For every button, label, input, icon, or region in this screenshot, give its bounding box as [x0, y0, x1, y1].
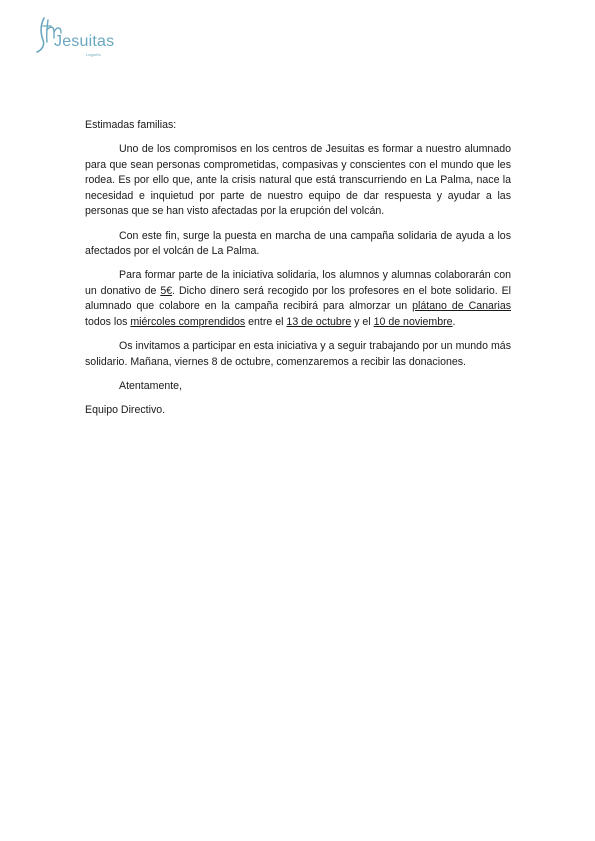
logo-subtitle: Logroño	[86, 52, 101, 57]
closing: Atentamente,	[119, 379, 183, 392]
details-text-1: Para formar parte de la iniciativa solidaria, los alumnos y alumnas colaborarán con un donativo de	[85, 269, 511, 297]
jesuitas-logo	[34, 14, 114, 60]
paragraph-commitment: Uno de los compromisos en los centros de Jesuitas es formar a nuestro alumnado para que sean personas comprometidas, compasivas y conscientes con el mundo que les rodea. Es por ello que, ante la crisis natural que está transcurriendo en La Palma, nace la necesidad e inquietud por parte de nuestro equipo de dar respuesta y ayudar a las personas que se han visto afectadas por la erupción del volcán.	[85, 143, 511, 218]
logo-name: Jesuitas	[54, 33, 115, 50]
letter-body	[85, 118, 511, 427]
details-text-5: y el	[351, 316, 374, 329]
snack-item: plátano de Canarias	[412, 300, 512, 313]
details-text-6: .	[452, 316, 456, 329]
signature: Equipo Directivo.	[85, 403, 166, 416]
paragraph-campaign: Con este fin, surge la puesta en marcha de una campaña solidaria de ayuda a los afectados por el volcán de La Palma.	[85, 229, 511, 258]
details-text-3: todos los	[85, 316, 131, 329]
details-text-4: entre el	[245, 316, 287, 329]
salutation: Estimadas familias:	[85, 119, 177, 131]
start-date: 13 de octubre	[286, 316, 352, 329]
end-date: 10 de noviembre	[373, 316, 453, 329]
donation-amount: 5€	[160, 284, 173, 297]
snack-days: miércoles comprendidos	[130, 316, 246, 329]
paragraph-invitation: Os invitamos a participar en esta iniciativa y a seguir trabajando por un mundo más solidario. Mañana, viernes 8 de octubre, comenzaremos a recibir las donaciones.	[85, 340, 511, 368]
details-text-2: . Dicho dinero será recogido por los profesores en el bote solidario. El alumnado que colabore en la campaña recibirá para almorzar un	[85, 284, 511, 313]
paragraph-details	[85, 268, 511, 330]
